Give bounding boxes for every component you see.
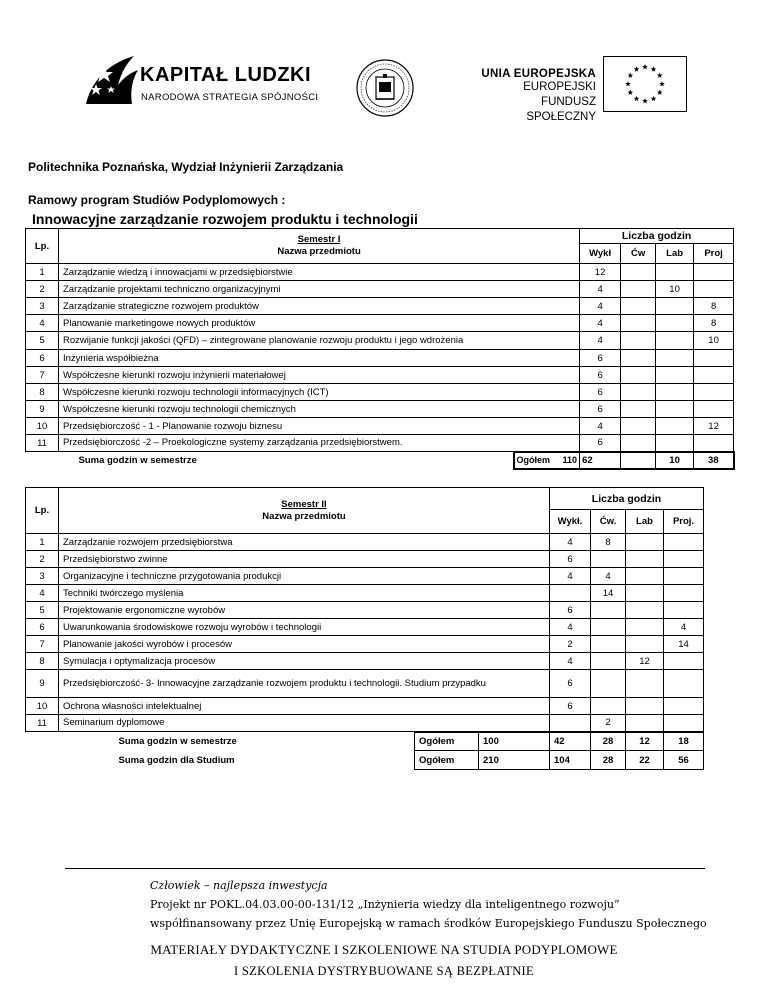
sem1-hours-l [656,264,694,281]
sem2-subject-name: Planowanie jakości wyrobów i procesów [59,636,550,653]
sem2-sum-l: 12 [626,732,664,751]
footer-divider [65,868,705,869]
sem1-header-row [26,229,734,244]
sem2-hours-c [591,602,626,619]
sem1-row [26,315,734,332]
sem1-sum-ogolem: Ogółem [516,455,551,465]
sem2-row [26,602,704,619]
sem2-hours-l [626,585,664,602]
sem2-hours-p [664,653,704,670]
sem2-row [26,568,704,585]
sem1-subject-header [59,229,580,264]
header [0,0,768,130]
sem1-hours-l [656,315,694,332]
sem1-lp: 3 [26,298,59,315]
sem2-row [26,670,704,698]
sem2-lp: 7 [26,636,59,653]
sem2-lp: 4 [26,585,59,602]
sem2-lp: 1 [26,534,59,551]
sem2-subject-name: Techniki twórczego myślenia [59,585,550,602]
sem2-row [26,551,704,568]
sem2-hours-l [626,602,664,619]
sem1-hours-w: 6 [580,435,621,452]
sem2-hours-p [664,585,704,602]
kapital-ludzki-title: KAPITAŁ LUDZKI [140,64,312,86]
sem1-hours-l [656,332,694,350]
study-sum-p: 56 [664,751,704,770]
sem2-hours-c [591,670,626,698]
sem1-hours-l [656,298,694,315]
sem1-hours-w: 6 [580,367,621,384]
study-sum-row [26,751,704,770]
sem2-col-c: Ćw. [591,510,626,534]
sem1-row [26,435,734,452]
footer-project: Projekt nr POKL.04.03.00-00-131/12 „Inżynieria wiedzy dla inteligentnego rozwoju” [150,898,620,911]
sem1-row [26,384,734,401]
sem2-semester-label: Semestr II [281,498,327,510]
sem2-hours-p [664,698,704,715]
sem2-hours-l [626,619,664,636]
sem1-hours-c [621,281,656,298]
sem1-hours-w: 4 [580,332,621,350]
sem2-hours-p [664,670,704,698]
sem2-hours-c [591,653,626,670]
sem1-subject-label: Nazwa przedmiotu [277,246,361,257]
sem2-hours-w: 4 [550,619,591,636]
study-sum-ogolem: Ogółem [415,751,479,770]
sem1-subject-name: Zarządzanie wiedzą i innowacjami w przedsiębiorstwie [59,264,580,281]
sem2-hours-c: 8 [591,534,626,551]
sem1-col-w: Wykł [580,244,621,264]
sem1-row [26,350,734,367]
university-seal-icon [355,58,415,118]
sem1-hours-c [621,401,656,418]
sem1-hours-c [621,350,656,367]
sem2-subject-name: Organizacyjne i techniczne przygotowania produkcji [59,568,550,585]
sem2-subject-name: Ochrona własności intelektualnej [59,698,550,715]
sem1-hours-l [656,367,694,384]
sem1-lp: 10 [26,418,59,435]
sem1-hours-w: 6 [580,401,621,418]
sem2-hours-c [591,619,626,636]
sem2-body [26,534,704,732]
sem1-hours-p [694,435,734,452]
sem1-hours-w: 6 [580,384,621,401]
sem1-subject-name: Współczesne kierunki rozwoju technologii chemicznych [59,401,580,418]
sem1-subject-name: Przedsiębiorczość - 1 - Planowanie rozwoju biznesu [59,418,580,435]
sem2-hours-c: 2 [591,715,626,732]
sem1-hours-p: 8 [694,298,734,315]
sem1-hours-l [656,384,694,401]
sem1-hours-w: 4 [580,418,621,435]
study-sum-c: 28 [591,751,626,770]
sem2-subject-name: Projektowanie ergonomiczne wyrobów [59,602,550,619]
sem2-row [26,636,704,653]
sem1-row [26,281,734,298]
sem1-hours-c [621,384,656,401]
sem1-subject-name: Zarządzanie strategiczne rozwojem produktów [59,298,580,315]
sem2-hours-w [550,715,591,732]
sem2-hours-l [626,698,664,715]
footer [150,876,707,933]
sem1-col-c: Ćw [621,244,656,264]
sem1-hours-header: Liczba godzin [580,229,734,244]
sem1-hours-c [621,298,656,315]
sem2-col-l: Lab [626,510,664,534]
sem2-hours-header: Liczba godzin [550,488,704,510]
sem1-sum-w: 62 [580,452,621,469]
sem2-hours-w: 6 [550,698,591,715]
sem1-row [26,264,734,281]
sem2-lp: 11 [26,715,59,732]
sem2-lp: 9 [26,670,59,698]
sem2-hours-c: 4 [591,568,626,585]
sem1-lp: 8 [26,384,59,401]
sem2-hours-l [626,551,664,568]
study-sum-total: 210 [479,751,550,770]
bottom-note-2: I SZKOLENIA DYSTRYBUOWANE SĄ BEZPŁATNIE [234,964,534,978]
sem2-col-p: Proj. [664,510,704,534]
sem2-hours-p [664,602,704,619]
sem1-hours-c [621,418,656,435]
sem2-row [26,585,704,602]
sem2-hours-l [626,568,664,585]
sem1-body [26,264,734,452]
sem1-subject-name: Współczesne kierunki rozwoju inżynierii materiałowej [59,367,580,384]
sem2-row [26,534,704,551]
sem1-subject-name: Zarządzanie projektami techniczno organizacyjnymi [59,281,580,298]
sem1-hours-c [621,332,656,350]
program-name: Innowacyjne zarządzanie rozwojem produktu i technologii [32,211,418,227]
sem2-hours-c [591,636,626,653]
sem1-row [26,367,734,384]
sem2-subject-name: Symulacja i optymalizacja procesów [59,653,550,670]
sem1-sum-total: 110 [562,455,578,465]
sem2-lp: 2 [26,551,59,568]
sem2-subject-name: Uwarunkowania środowiskowe rozwoju wyrobów i technologii [59,619,550,636]
sem1-lp: 6 [26,350,59,367]
sem2-hours-p: 14 [664,636,704,653]
sem2-subject-name: Zarządzanie rozwojem przedsiębiorstwa [59,534,550,551]
sem1-row [26,418,734,435]
sem1-col-l: Lab [656,244,694,264]
sem2-hours-w: 4 [550,653,591,670]
sem2-sum-row [26,732,704,751]
sem2-hours-l: 12 [626,653,664,670]
sem1-hours-p: 12 [694,418,734,435]
sem1-col-p: Proj [694,244,734,264]
study-sum-l: 22 [626,751,664,770]
sem1-sum-c [621,452,656,469]
sem2-hours-p: 4 [664,619,704,636]
sem1-hours-l: 10 [656,281,694,298]
sem2-lp-header: Lp. [26,488,59,534]
eu-line-1: UNIA EUROPEJSKA [481,68,596,80]
sem2-row [26,619,704,636]
sem1-hours-p [694,350,734,367]
sem1-hours-l [656,418,694,435]
sem1-sum-row [26,452,734,469]
sem1-hours-w: 6 [580,350,621,367]
sem2-hours-w: 6 [550,551,591,568]
sem2-row [26,715,704,732]
kapital-ludzki-logo-icon [82,50,142,108]
sem1-row [26,332,734,350]
sem1-sum-l: 10 [656,452,694,469]
sem1-lp: 1 [26,264,59,281]
sem1-sum-label: Suma godzin w semestrze [78,454,197,466]
sem2-hours-w: 4 [550,534,591,551]
sem2-subject-name: Seminarium dyplomowe [59,715,550,732]
sem1-lp: 7 [26,367,59,384]
sem1-hours-p [694,401,734,418]
sem1-semester-label: Semestr I [297,234,341,245]
sem2-lp: 3 [26,568,59,585]
sem1-hours-c [621,435,656,452]
sem1-hours-p: 10 [694,332,734,350]
sem2-sum-label: Suma godzin w semestrze [118,735,237,747]
sem1-hours-w: 4 [580,281,621,298]
sem2-hours-l [626,670,664,698]
sem1-hours-c [621,264,656,281]
sem1-hours-p [694,264,734,281]
footer-slogan: Człowiek – najlepsza inwestycja [150,879,328,892]
sem1-hours-w: 4 [580,298,621,315]
sem1-row [26,401,734,418]
sem1-hours-p [694,281,734,298]
sem1-subject-name: Przedsiębiorczość -2 – Proekologiczne systemy zarządzania przedsiębiorstwem. [59,435,580,452]
sem1-row [26,298,734,315]
sem1-hours-l [656,401,694,418]
eu-line-2: EUROPEJSKI [523,81,596,93]
sem1-sum-total-cell [514,452,580,469]
sem2-subject-name: Przedsiębiorstwo zwinne [59,551,550,568]
sem1-hours-p [694,367,734,384]
sem1-lp: 9 [26,401,59,418]
kapital-ludzki-subtitle: NARODOWA STRATEGIA SPÓJNOŚCI [141,92,319,103]
sem1-sum-p: 38 [694,452,734,469]
sem2-lp: 5 [26,602,59,619]
semester-1-table [25,228,735,470]
sem2-hours-l [626,715,664,732]
sem1-hours-w: 12 [580,264,621,281]
sem1-hours-c [621,315,656,332]
sem2-sum-ogolem: Ogółem [415,732,479,751]
eu-flag-icon [603,56,687,112]
sem2-hours-c [591,551,626,568]
sem2-hours-p [664,568,704,585]
sem1-lp: 4 [26,315,59,332]
sem2-lp: 6 [26,619,59,636]
sem1-hours-l [656,435,694,452]
study-sum-w: 104 [550,751,591,770]
sem2-hours-w [550,585,591,602]
sem2-lp: 8 [26,653,59,670]
sem1-lp: 5 [26,332,59,350]
sem1-hours-p [694,384,734,401]
sem2-sum-w: 42 [550,732,591,751]
sem2-hours-w: 6 [550,602,591,619]
sem2-hours-p [664,551,704,568]
program-title: Ramowy program Studiów Podyplomowych : [28,193,286,207]
bottom-note-1: MATERIAŁY DYDAKTYCZNE I SZKOLENIOWE NA STUDIA PODYPLOMOWE [150,942,618,957]
eu-line-3: FUNDUSZ SPOŁECZNY [526,96,596,123]
sem2-hours-c [591,698,626,715]
footer-cofinanced: współfinansowany przez Unię Europejską w ramach środków Europejskiego Funduszu Społecznego [150,917,707,930]
sem2-row [26,653,704,670]
study-sum-label: Suma godzin dla Studium [118,754,235,766]
sem2-hours-p [664,534,704,551]
sem2-subject-name: Przedsiębiorczość- 3- Innowacyjne zarządzanie rozwojem produktu i technologii. Studium przypadku [59,670,550,698]
sem1-lp: 2 [26,281,59,298]
sem1-lp: 11 [26,435,59,452]
semester-2-table [25,487,704,770]
sem1-hours-w: 4 [580,315,621,332]
sem2-sum-total: 100 [479,732,550,751]
sem2-hours-w: 6 [550,670,591,698]
sem2-hours-w: 4 [550,568,591,585]
eu-text [480,68,596,125]
sem2-header-row [26,488,704,510]
sem2-row [26,698,704,715]
sem2-lp: 10 [26,698,59,715]
sem2-col-w: Wykł. [550,510,591,534]
institution-name: Politechnika Poznańska, Wydział Inżynierii Zarządzania [28,160,344,174]
sem1-lp-header: Lp. [26,229,59,264]
sem1-hours-p: 8 [694,315,734,332]
sem2-hours-l [626,636,664,653]
sem1-hours-c [621,367,656,384]
sem2-sum-p: 18 [664,732,704,751]
sem2-subject-header [59,488,550,534]
sem1-subject-name: Planowanie marketingowe nowych produktów [59,315,580,332]
sem2-hours-p [664,715,704,732]
sem2-subject-label: Nazwa przedmiotu [262,510,346,522]
sem1-subject-name: Rozwijanie funkcji jakości (QFD) – zintegrowane planowanie rozwoju produktu i jego wdrożenia [59,332,580,350]
sem2-hours-c: 14 [591,585,626,602]
sem2-hours-l [626,534,664,551]
sem2-hours-w: 2 [550,636,591,653]
sem2-sum-c: 28 [591,732,626,751]
sem1-hours-l [656,350,694,367]
sem1-subject-name: Inżynieria współbieżna [59,350,580,367]
sem1-subject-name: Współczesne kierunki rozwoju technologii informacyjnych (ICT) [59,384,580,401]
